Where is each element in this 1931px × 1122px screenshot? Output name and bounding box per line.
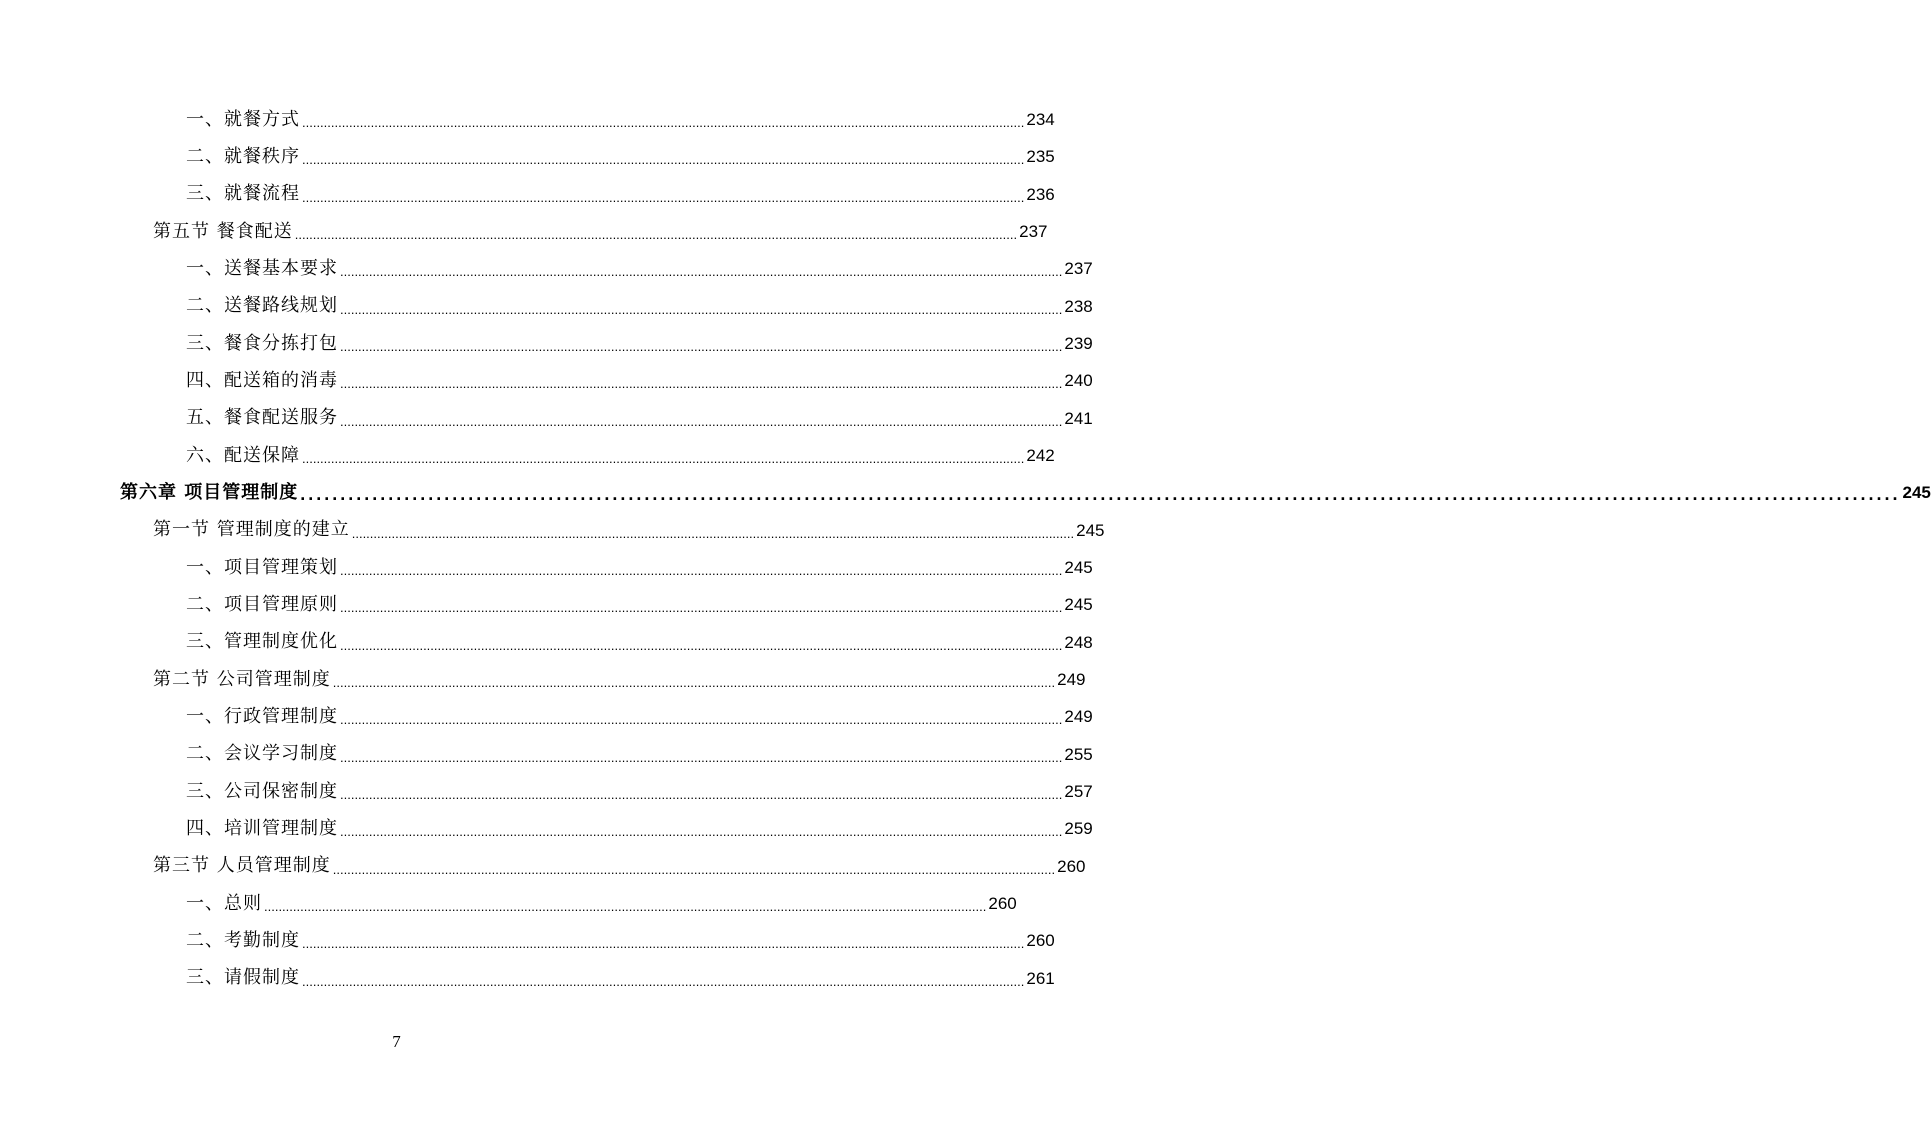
toc-entry-title: 一、送餐基本要求 [186,257,338,279]
toc-entry-item[interactable] [0,885,1017,922]
toc-entry-title: 三、请假制度 [186,967,300,989]
toc-entry-item[interactable] [0,250,1093,287]
toc-entry-title: 二、送餐路线规划 [186,295,338,317]
toc-leader-dots: ........................................................................................................................................................................................................ [340,600,1063,616]
toc-entry-title: 一、总则 [186,892,262,914]
toc-entry-chapter[interactable] [0,474,1931,511]
toc-entry-page: 237 [1064,259,1093,279]
toc-entry-page: 236 [1026,184,1055,204]
toc-entry-page: 238 [1064,296,1093,316]
toc-entry-page: 245 [1902,483,1931,503]
toc-entry-title: 一、就餐方式 [186,108,300,130]
toc-leader-dots: ........................................................................................................................................................................................................ [351,525,1075,541]
toc-entry-page: 248 [1064,632,1093,652]
page-number: 7 [392,1032,401,1051]
table-of-contents [0,101,1931,997]
toc-entry-page: 240 [1064,371,1093,391]
toc-entry-item[interactable] [0,549,1093,586]
toc-entry-section[interactable] [0,213,1048,250]
toc-entry-page: 257 [1064,782,1093,802]
toc-entry-item[interactable] [0,288,1093,325]
toc-entry-section[interactable] [0,848,1086,885]
toc-leader-dots: ........................................................................................................................................................................................................ [340,301,1063,317]
toc-entry-page: 245 [1076,520,1105,540]
toc-entry-item[interactable] [0,586,1093,623]
toc-entry-page: 237 [1019,222,1048,242]
toc-entry-page: 242 [1026,446,1055,466]
toc-entry-section[interactable] [0,661,1086,698]
toc-entry-page: 255 [1064,744,1093,764]
toc-entry-title: 第一节 管理制度的建立 [153,519,350,541]
toc-entry-page: 234 [1026,110,1055,130]
toc-entry-item[interactable] [0,437,1055,474]
toc-entry-item[interactable] [0,624,1093,661]
toc-entry-title: 三、餐食分拣打包 [186,332,338,354]
toc-entry-item[interactable] [0,138,1055,175]
toc-entry-page: 245 [1064,558,1093,578]
toc-leader-dots: ........................................................................................................................................................................................................ [340,637,1063,653]
toc-entry-title: 二、会议学习制度 [186,743,338,765]
toc-entry-title: 四、培训管理制度 [186,817,338,839]
toc-entry-title: 第五节 餐食配送 [153,220,293,242]
toc-entry-item[interactable] [0,773,1093,810]
toc-entry-item[interactable] [0,362,1093,399]
toc-entry-title: 二、就餐秩序 [186,145,300,167]
toc-leader-dots: ........................................................................................................................................................................................................ [264,899,987,915]
toc-entry-title: 二、项目管理原则 [186,593,338,615]
toc-leader-dots: ........................................................................................................................................................................................................ [302,189,1025,205]
toc-leader-dots: ........................................................................................................................................................................................................ [302,451,1025,467]
toc-leader-dots: ........................................................................................................................................................................................................ [302,973,1025,989]
toc-entry-page: 245 [1064,595,1093,615]
toc-entry-title: 第二节 公司管理制度 [153,668,331,690]
toc-entry-item[interactable] [0,960,1055,997]
toc-entry-item[interactable] [0,922,1055,959]
toc-entry-item[interactable] [0,400,1093,437]
toc-entry-title: 三、就餐流程 [186,183,300,205]
toc-entry-page: 241 [1064,408,1093,428]
toc-entry-title: 一、行政管理制度 [186,705,338,727]
toc-entry-page: 249 [1064,707,1093,727]
toc-leader-dots: ........................................................................................................................................................................................................ [340,339,1063,355]
toc-leader-dots: ........................................................................................................................................................................................................ [302,152,1025,168]
toc-entry-item[interactable] [0,176,1055,213]
toc-entry-page: 260 [1026,931,1055,951]
toc-entry-title: 三、管理制度优化 [186,631,338,653]
toc-entry-page: 235 [1026,147,1055,167]
toc-entry-title: 五、餐食配送服务 [186,407,338,429]
toc-leader-dots: ........................................................................................................................................................................................................ [340,824,1063,840]
toc-leader-dots: ........................................................................................................................................................................................................ [340,376,1063,392]
toc-entry-page: 249 [1057,670,1086,690]
toc-entry-page: 261 [1026,968,1055,988]
toc-leader-dots: ........................................................................................................................................................................................................ [340,264,1063,280]
toc-leader-dots: ........................................................................................................................................................................................................ [302,115,1025,131]
toc-entry-page: 259 [1064,819,1093,839]
toc-entry-title: 一、项目管理策划 [186,556,338,578]
toc-leader-dots: ........................................................................................................................................................................................................ [302,936,1025,952]
toc-entry-item[interactable] [0,698,1093,735]
toc-entry-page: 260 [1057,856,1086,876]
toc-entry-item[interactable] [0,325,1093,362]
toc-leader-dots: ........................................................................................................................................................................................................ [340,413,1063,429]
toc-leader-dots: ........................................................................................................................................................................................................ [300,483,1901,504]
toc-leader-dots: ........................................................................................................................................................................................................ [340,787,1063,803]
toc-entry-title: 二、考勤制度 [186,929,300,951]
toc-leader-dots: ........................................................................................................................................................................................................ [340,749,1063,765]
toc-entry-page: 260 [988,894,1017,914]
toc-leader-dots: ........................................................................................................................................................................................................ [340,712,1063,728]
toc-entry-section[interactable] [0,512,1105,549]
toc-entry-title: 四、配送箱的消毒 [186,369,338,391]
toc-entry-title: 六、配送保障 [186,444,300,466]
toc-entry-item[interactable] [0,736,1093,773]
toc-entry-item[interactable] [0,810,1093,847]
toc-leader-dots: ........................................................................................................................................................................................................ [294,227,1018,243]
toc-leader-dots: ........................................................................................................................................................................................................ [332,861,1056,877]
toc-entry-page: 239 [1064,334,1093,354]
toc-entry-title: 三、公司保密制度 [186,780,338,802]
toc-entry-item[interactable] [0,101,1055,138]
toc-leader-dots: ........................................................................................................................................................................................................ [340,563,1063,579]
toc-leader-dots: ........................................................................................................................................................................................................ [332,675,1056,691]
toc-entry-title: 第三节 人员管理制度 [153,855,331,877]
toc-entry-title: 第六章 项目管理制度 [120,481,299,503]
